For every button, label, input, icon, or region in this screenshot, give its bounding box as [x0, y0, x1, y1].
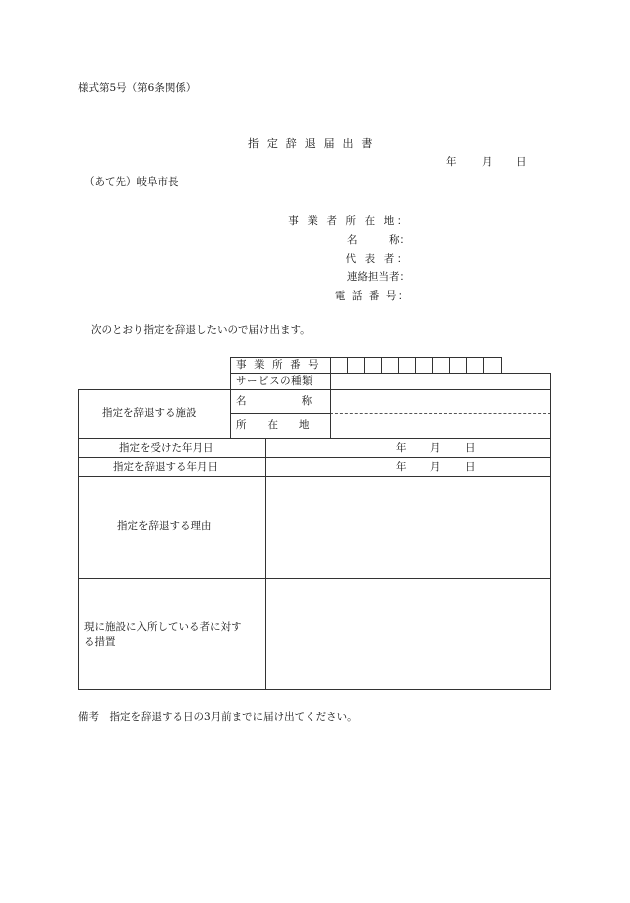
table-line — [330, 357, 331, 439]
field-label: 事 業 者 所 在 地： — [288, 215, 410, 227]
digit-box[interactable] — [483, 357, 484, 373]
table-line — [78, 389, 79, 690]
date-year: 年 — [446, 156, 457, 168]
digit-box[interactable] — [398, 357, 399, 373]
facility-label: 指定を辞退する施設 — [102, 407, 197, 419]
table-line — [78, 457, 551, 458]
digit-box[interactable] — [501, 357, 502, 373]
digit-box[interactable] — [381, 357, 382, 373]
designated-month: 月 — [430, 442, 441, 454]
measures-label-line2: る措置 — [84, 636, 116, 648]
facility-name-label: 名 称 — [236, 395, 315, 407]
designated-year: 年 — [396, 442, 407, 454]
table-line-dashed — [330, 413, 551, 414]
addressee: （あて先）岐阜市長 — [84, 176, 179, 188]
table-line — [78, 689, 551, 690]
table-line — [550, 373, 551, 690]
table-line — [230, 373, 551, 374]
intro-text: 次のとおり指定を辞退したいので届け出ます。 — [91, 324, 311, 336]
table-line — [230, 357, 231, 439]
date-day: 日 — [516, 156, 527, 168]
designated-day: 日 — [465, 442, 476, 454]
reason-label: 指定を辞退する理由 — [117, 520, 212, 532]
facility-address-label: 所 在 地 — [236, 419, 310, 431]
digit-box[interactable] — [432, 357, 433, 373]
form-number: 様式第5号（第6条関係） — [78, 82, 197, 94]
withdraw-year: 年 — [396, 461, 407, 473]
withdraw-day: 日 — [465, 461, 476, 473]
digit-box[interactable] — [364, 357, 365, 373]
field-label: 代 表 者： — [345, 253, 410, 265]
field-label: 連絡担当者： — [347, 271, 410, 283]
field-label: 電 話 番 号： — [334, 290, 410, 302]
table-line — [78, 438, 551, 439]
withdraw-date-label: 指定を辞退する年月日 — [113, 461, 218, 473]
field-label: 名 称： — [347, 234, 410, 246]
table-line — [78, 389, 551, 390]
table-line — [265, 438, 266, 690]
designated-date-label: 指定を受けた年月日 — [119, 442, 214, 454]
digit-box[interactable] — [415, 357, 416, 373]
date-month: 月 — [482, 156, 493, 168]
remarks: 備考 指定を辞退する日の3月前までに届け出てください。 — [78, 711, 358, 723]
table-line — [230, 413, 330, 414]
withdraw-month: 月 — [430, 461, 441, 473]
table-line — [78, 476, 551, 477]
table-line — [78, 578, 551, 579]
office-number-label: 事 業 所 番 号 — [236, 359, 321, 371]
measures-label-line1: 現に施設に入所している者に対す — [84, 621, 242, 633]
digit-box[interactable] — [347, 357, 348, 373]
document-title: 指 定 辞 退 届 出 書 — [248, 137, 375, 150]
digit-box[interactable] — [466, 357, 467, 373]
digit-box[interactable] — [449, 357, 450, 373]
table-line — [230, 357, 502, 358]
service-type-label: サービスの種類 — [236, 375, 314, 387]
